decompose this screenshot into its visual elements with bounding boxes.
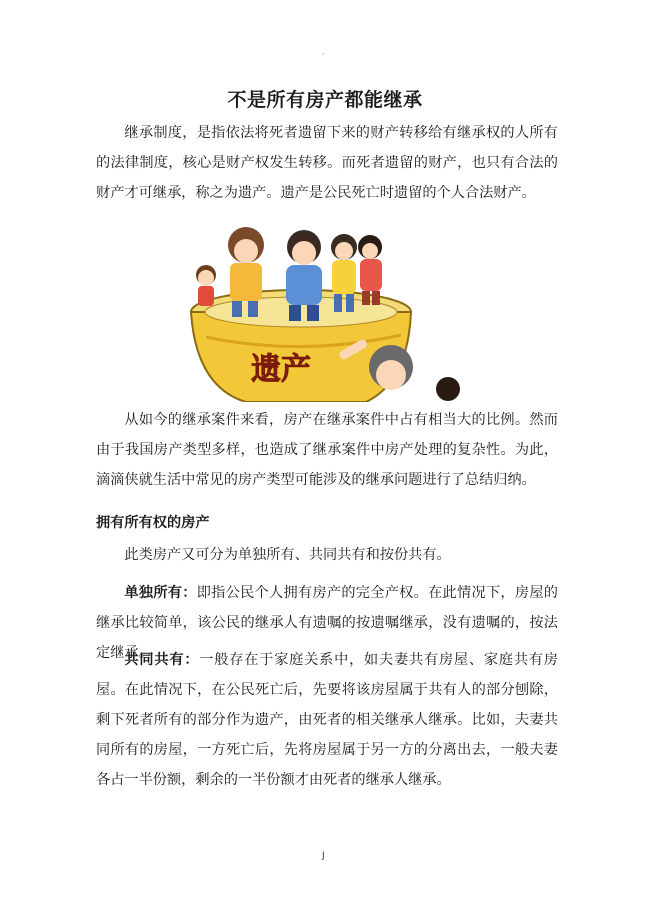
section-heading: 拥有所有权的房产 — [96, 515, 210, 531]
header-mark: · — [322, 50, 325, 59]
section-intro-paragraph: 此类房产又可分为单独所有、共同共有和按份共有。 — [124, 547, 451, 563]
illustration-label: 遗产 — [251, 352, 311, 387]
intro-paragraph: 继承制度，是指依法将死者遗留下来的财产转移给有继承权的人所有的法律制度，核心是财产权发生转移。而死者遗留的财产，也只有合法的财产才可继承，称之为遗产。遗产是公民死亡时遗留的个人合法财产。 — [96, 125, 558, 201]
sole-ownership-term: 单独所有： — [124, 585, 197, 601]
joint-ownership-paragraph — [96, 645, 558, 795]
joint-ownership-text: 一般存在于家庭关系中，如夫妻共有房屋、家庭共有房屋。在此情况下，在公民死亡后，先要将该房屋属于共有人的部分刨除，剩下死者所有的部分作为遗产，由死者的相关继承人继承。比如，夫妻共同所有的房屋，一方死亡后，先将房屋属于另一方的分离出去，一般夫妻各占一半份额，剩余的一半份额才由死者的继承人继承。 — [96, 652, 558, 788]
page-title: 不是所有房产都能继承 — [227, 89, 423, 111]
context-paragraph: 从如今的继承案件来看，房产在继承案件中占有相当大的比例。然而由于我国房产类型多样，也造成了继承案件中房产处理的复杂性。为此，滴滴侠就生活中常见的房产类型可能涉及的继承问题进行了总结归纳。 — [96, 412, 558, 488]
page-number: J — [322, 851, 325, 861]
inheritance-illustration — [186, 217, 464, 402]
joint-ownership-term: 共同共有： — [124, 652, 200, 668]
sole-ownership-text: 即指公民个人拥有房产的完全产权。在此情况下，房屋的继承比较简单，该公民的继承人有遗嘱的按遗嘱继承，没有遗嘱的，按法定继承。 — [96, 585, 558, 661]
